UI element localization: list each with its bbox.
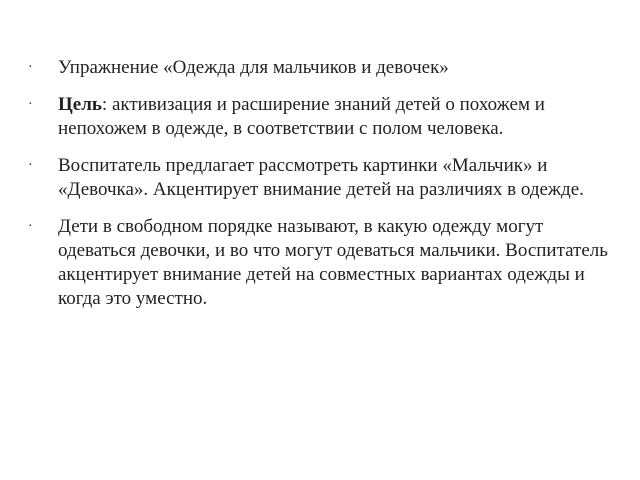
bullet-item-teacher (28, 154, 610, 202)
goal-text: : активизация и расширение знаний детей о похожем и непохожем в одежде, в соответствии с полом человека. (58, 94, 545, 139)
bullet-list (28, 56, 610, 311)
bullet-marker-icon: · (28, 60, 33, 75)
goal-label: Цель (58, 94, 102, 115)
bullet-item-children (28, 215, 610, 311)
bullet-item-exercise (28, 56, 610, 80)
bullet-marker-icon: · (28, 219, 33, 234)
bullet-item-goal (28, 93, 610, 141)
bullet-text: Упражнение «Одежда для мальчиков и девочек» (58, 57, 449, 78)
bullet-text: Дети в свободном порядке называют, в какую одежду могут одеваться девочки, и во что могут одеваться мальчики. Воспитатель акцентирует внимание детей на совместных вариантах одежды и когда это уместно. (58, 216, 608, 309)
bullet-marker-icon: · (28, 97, 33, 112)
bullet-marker-icon: · (28, 158, 33, 173)
bullet-text: Воспитатель предлагает рассмотреть картинки «Мальчик» и «Девочка». Акцентирует внимание детей на различиях в одежде. (58, 155, 584, 200)
bullet-text (58, 93, 610, 141)
